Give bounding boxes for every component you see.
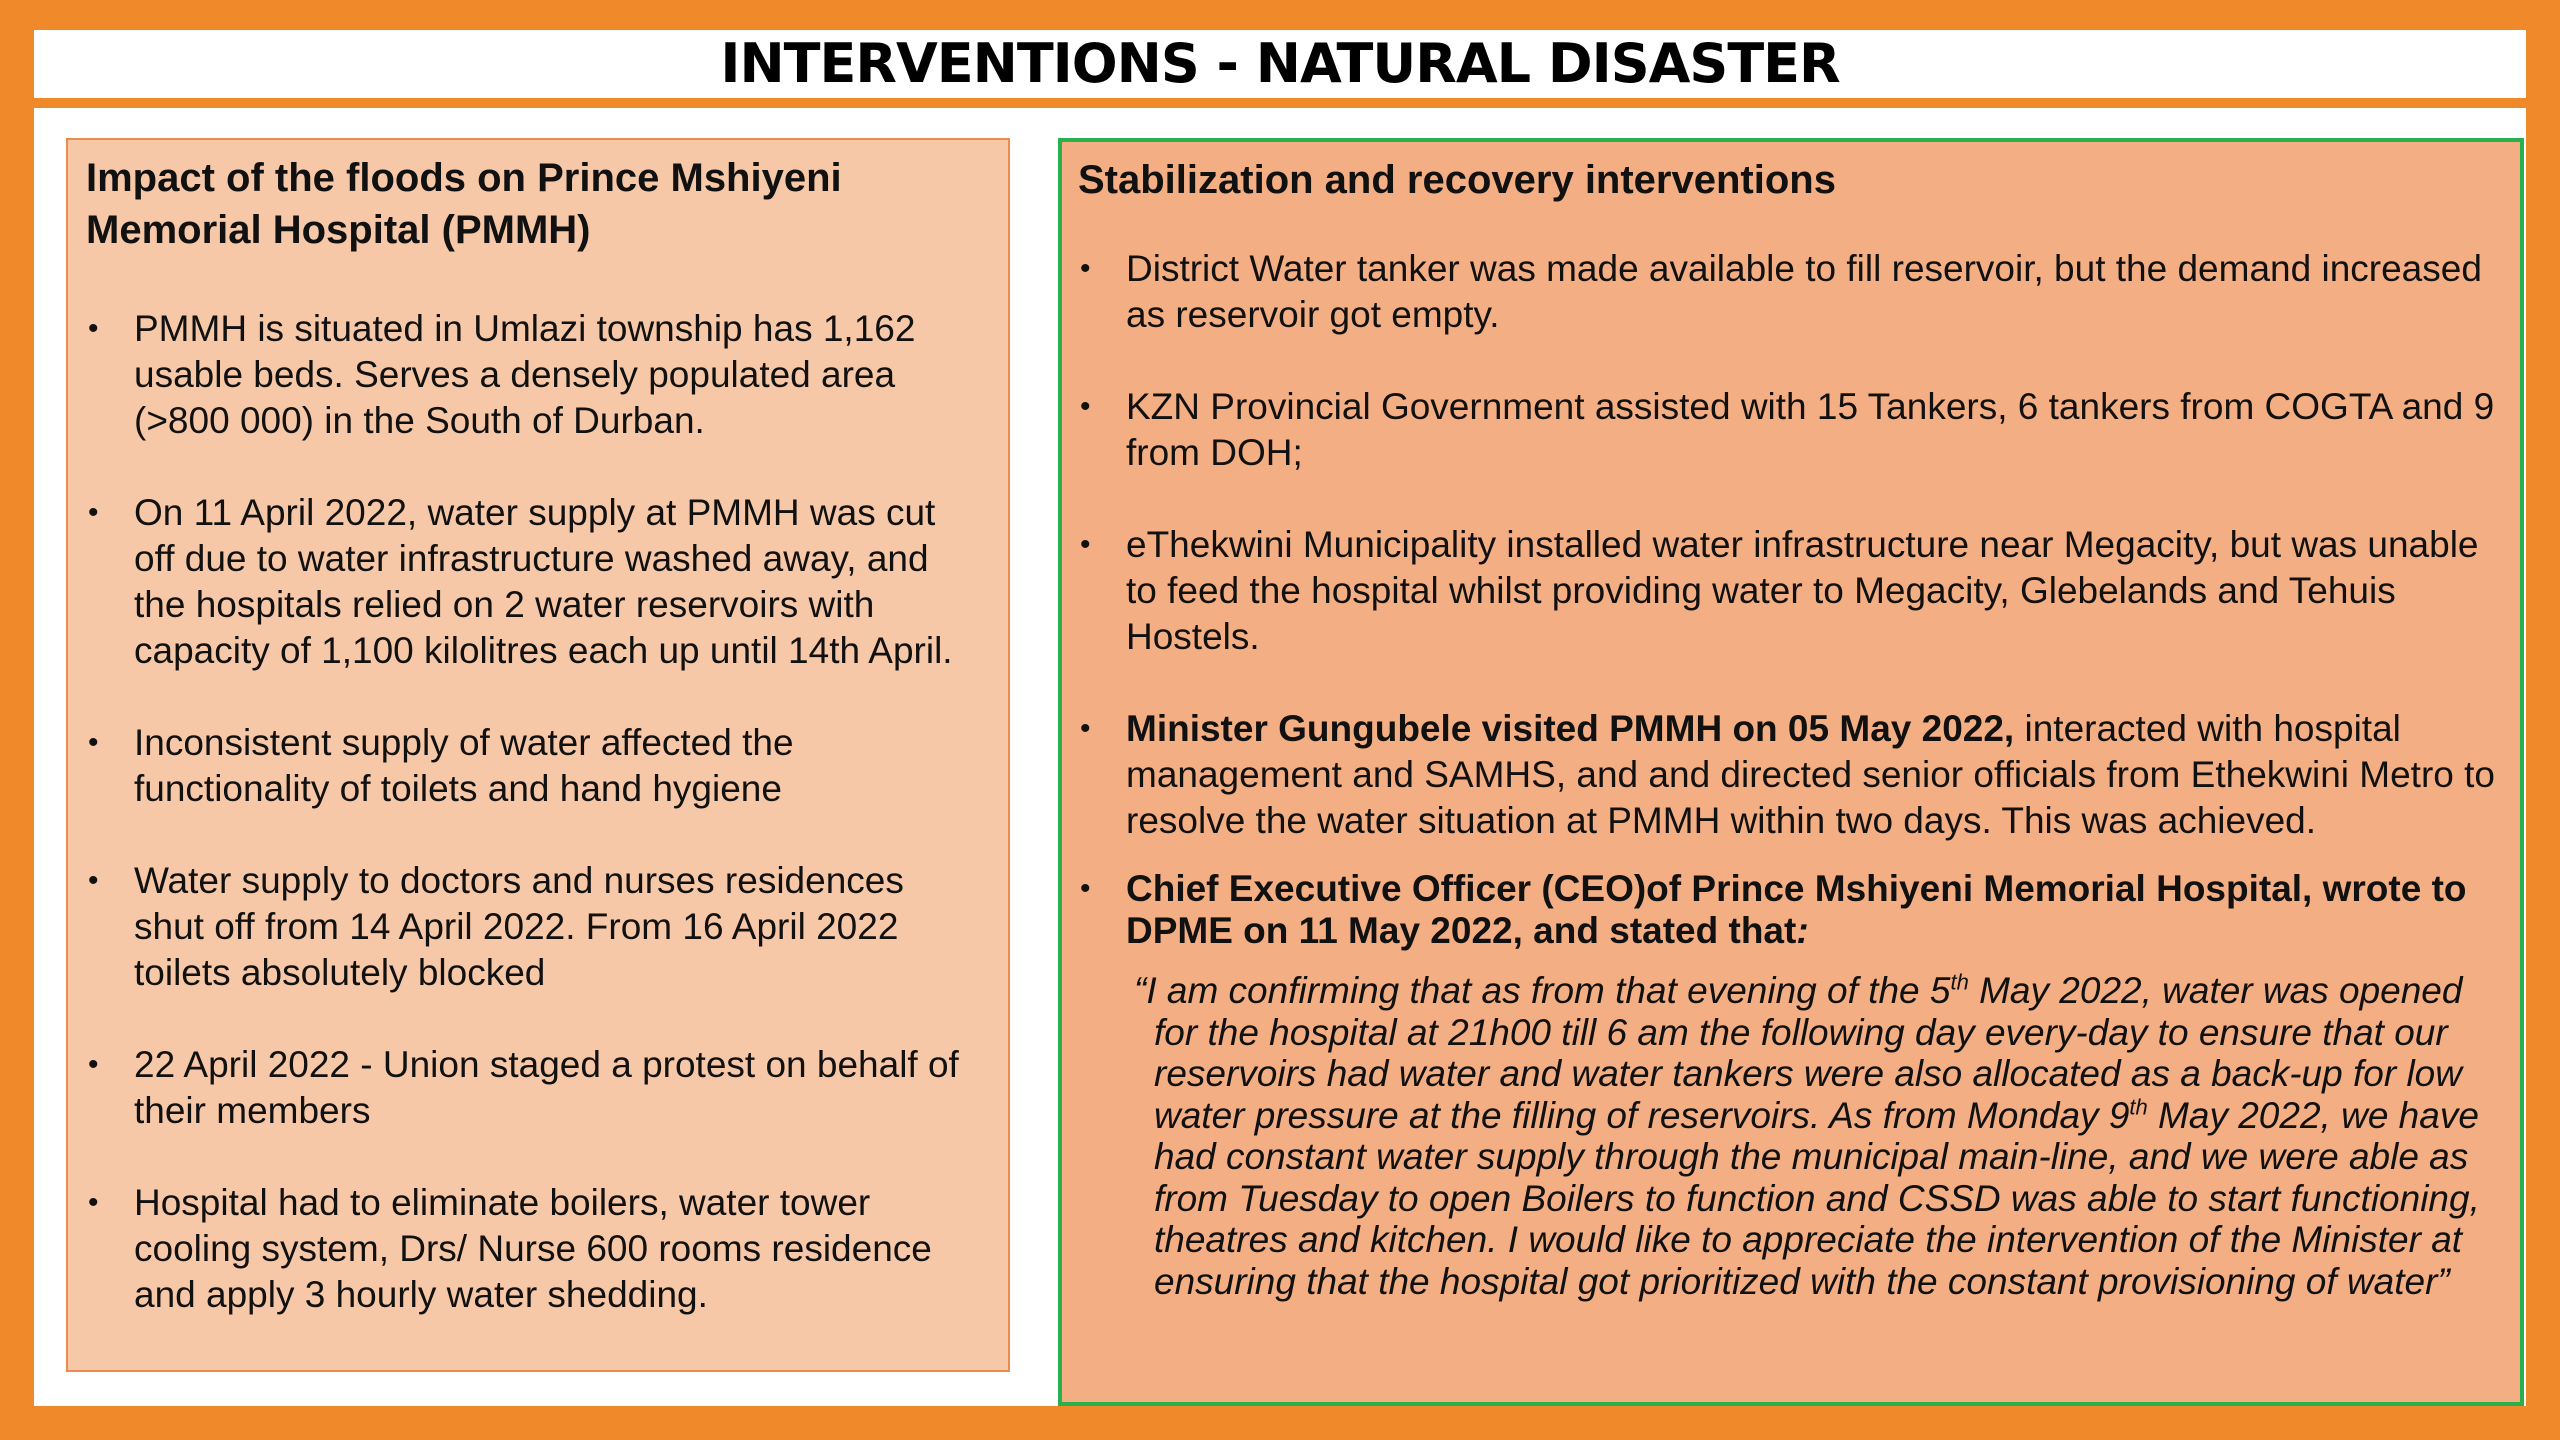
quote-text: “I am confirming that as from that evening of the 5 — [1134, 970, 1951, 1011]
impact-heading: Impact of the floods on Prince Mshiyeni Memorial Hospital (PMMH) — [86, 156, 842, 252]
recovery-heading: Stabilization and recovery interventions — [1078, 158, 1836, 202]
list-item — [86, 1180, 974, 1318]
bullet-icon: • — [88, 1048, 99, 1081]
minister-visit-bold: Minister Gungubele visited PMMH on 05 May 2022, — [1126, 708, 2015, 749]
list-item — [1078, 522, 2498, 660]
bullet-text: KZN Provincial Government assisted with 15 Tankers, 6 tankers from COGTA and 9 from DOH; — [1126, 386, 2495, 473]
bullet-icon: • — [88, 312, 99, 345]
quote-text: May 2022, we have had constant water supply through the municipal main-line, and we were able as from Tuesday to open Boilers to function and CSSD was able to start functioning, theatres and kitchen. I would like to appreciate the intervention of the Minister at ensuring that the hospital got prioritized with the constant provisioning of water” — [1154, 1094, 2480, 1302]
impact-panel — [66, 138, 1010, 1372]
quote-superscript: th — [2129, 1094, 2148, 1120]
bullet-icon: • — [1080, 872, 1091, 905]
bullet-text: Hospital had to eliminate boilers, water tower cooling system, Drs/ Nurse 600 rooms residence and apply 3 hourly water shedding. — [134, 1182, 932, 1315]
bullet-icon: • — [1080, 390, 1091, 423]
list-item — [86, 306, 974, 444]
quote-text: May 2022, water was opened for the hospital at 21h00 till 6 am the following day every-day to ensure that our reservoirs had water and water tankers were also allocated as a back-up for low water pressure at the filling of reservoirs. As from Monday 9 — [1154, 970, 2463, 1136]
minister-visit-text: interacted with hospital management and SAMHS, and and directed senior officials from Ethekwini Metro to resolve the water situation at PMMH within two days. This was achieved. — [1126, 708, 2495, 841]
title-divider — [0, 98, 2560, 108]
list-item — [1078, 384, 2498, 476]
slide-title: INTERVENTIONS - NATURAL DISASTER — [720, 32, 1840, 95]
bullet-text: 22 April 2022 - Union staged a protest on behalf of their members — [134, 1044, 959, 1131]
list-item — [86, 858, 974, 996]
bullet-icon: • — [88, 864, 99, 897]
ceo-colon: : — [1796, 910, 1809, 951]
slide — [34, 30, 2526, 1406]
list-item — [1078, 868, 2498, 952]
impact-list — [86, 306, 974, 1318]
quote-superscript: th — [1950, 969, 1969, 995]
ceo-quote — [1134, 970, 2498, 1302]
bullet-text: PMMH is situated in Umlazi township has 1,162 usable beds. Serves a densely populated area (>800 000) in the South of Durban. — [134, 308, 916, 441]
list-item — [86, 490, 974, 674]
bullet-icon: • — [1080, 712, 1091, 745]
bullet-icon: • — [88, 496, 99, 529]
bullet-text: eThekwini Municipality installed water infrastructure near Megacity, but was unable to feed the hospital whilst providing water to Megacity, Glebelands and Tehuis Hostels. — [1126, 524, 2479, 657]
bullet-icon: • — [88, 726, 99, 759]
list-item — [86, 720, 974, 812]
ceo-statement-bold: Chief Executive Officer (CEO)of Prince Mshiyeni Memorial Hospital, wrote to DPME on 11 May 2022, and stated that — [1126, 868, 2467, 951]
bullet-text: On 11 April 2022, water supply at PMMH was cut off due to water infrastructure washed away, and the hospitals relied on 2 water reservoirs with capacity of 1,100 kilolitres each up until 14th April. — [134, 492, 953, 671]
bullet-text: Inconsistent supply of water affected the functionality of toilets and hand hygiene — [134, 722, 794, 809]
bullet-icon: • — [88, 1186, 99, 1219]
list-item — [1078, 246, 2498, 338]
recovery-list — [1078, 246, 2498, 952]
bullet-text: District Water tanker was made available to fill reservoir, but the demand increased as reservoir got empty. — [1126, 248, 2482, 335]
recovery-panel — [1058, 138, 2524, 1406]
title-bar — [34, 30, 2526, 98]
list-item — [86, 1042, 974, 1134]
bullet-text: Water supply to doctors and nurses residences shut off from 14 April 2022. From 16 April 2022 toilets absolutely blocked — [134, 860, 904, 993]
list-item — [1078, 706, 2498, 844]
bullet-icon: • — [1080, 528, 1091, 561]
bullet-icon: • — [1080, 252, 1091, 285]
